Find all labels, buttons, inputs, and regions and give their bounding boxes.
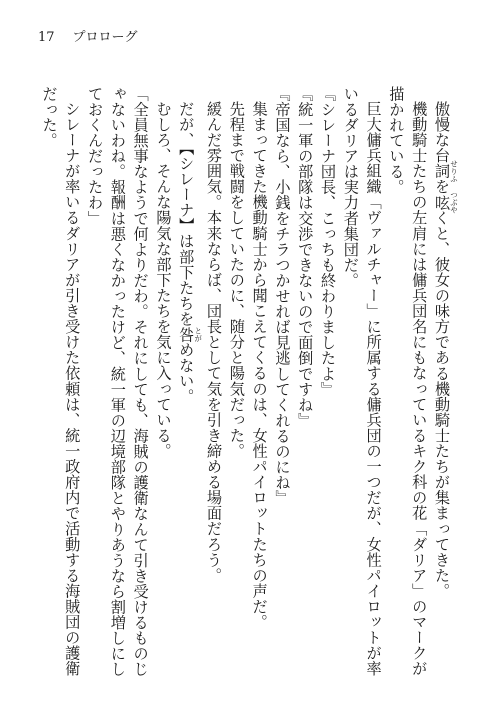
paragraph-9: シレーナが率いるダリアが引き受けた依頼は、統一政府内で活動する海賊団の護衛だった。 [40,86,82,677]
dialogue-line-4: 「全員無事なようで何よりだわ。それにしても、海賊の護衛なんて引き受けるものじゃないわね。報酬は悪くなかったけど、統一軍の辺境部隊とやりあうなら割増しにしておくんだったわ」 [86,86,150,677]
paragraph-5: 先程まで戦闘をしていたのに、随分と陽気だった。 [227,101,246,459]
paragraph-4: 集まってきた機動騎士から聞こえてくるのは、女性パイロットたちの声だ。 [250,101,269,630]
paragraph-2: 機動騎士たちの左肩には傭兵団名にもなっているキク科の花「ダリア」のマークが描かれている。 [387,86,429,677]
dialogue-line-2: 『統一軍の部隊は交渉できないので面倒ですね』 [296,86,315,429]
dialogue-line-3: 『帝国なら、小銭をチラつかせれば見逃してくれるのにね』 [273,86,292,506]
dialogue-line-1: 『シレーナ団長、こっちも終わりましたよ』 [319,86,338,397]
paragraph-8: むしろ、そんな陽気な部下たちを気に入っている。 [154,101,173,459]
chapter-title: プロローグ [72,30,138,45]
paragraph-1: 傲慢な台詞せりふを呟つぶやくと、彼女の味方である機動騎士たちが集まってきた。 [433,101,459,599]
paragraph-7: だが、【シレーナ】は部下たちを咎とがめない。 [177,101,203,405]
running-header [38,30,138,46]
paragraph-6: 緩んだ雰囲気。本来ならば、団長として気を引き締める場面だろう。 [205,101,224,584]
vertical-text-body [38,86,458,686]
page-number: 17 [38,30,55,45]
paragraph-3: 巨大傭兵組織「ヴァルチャー」に所属する傭兵団の一つだが、女性パイロットが率いるダリアは実力者集団だ。 [341,86,383,677]
